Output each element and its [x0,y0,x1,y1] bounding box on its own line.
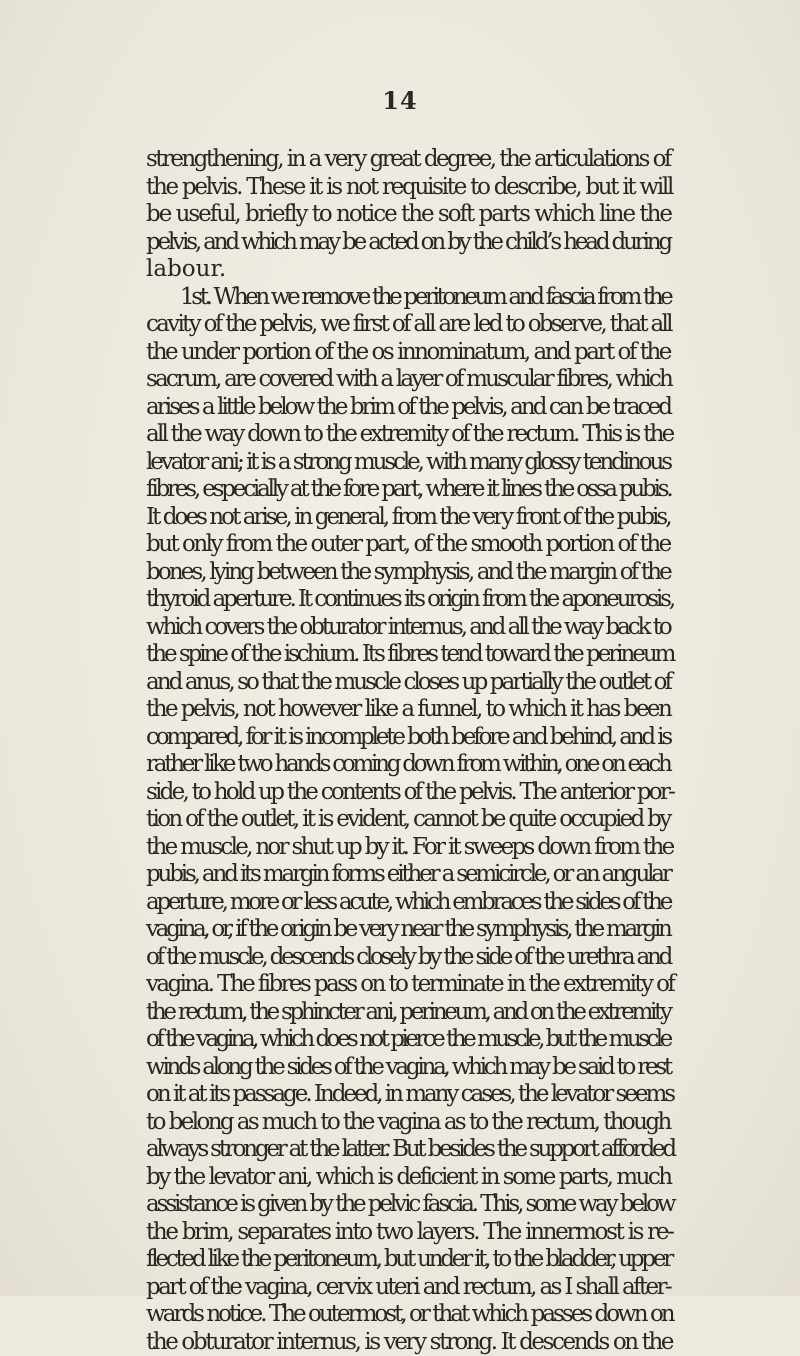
text-line: sacrum, are covered with a layer of muscular fibres, which [146,366,670,394]
text-line: the brim, separates into two layers. The innermost is re- [146,1219,670,1247]
page-number: 14 [0,86,800,115]
text-line: vagina, or, if the origin be very near the symphysis, the margin [146,916,670,944]
text-line: always stronger at the latter. But besides the support afforded [146,1136,670,1164]
text-line: by the levator ani, which is deficient in some parts, much [146,1164,670,1192]
text-line: strengthening, in a very great degree, the articulations of [146,146,670,174]
body-text [146,146,670,1356]
text-line: vagina. The fibres pass on to terminate in the extremity of [146,971,670,999]
text-line: the obturator internus, is very strong. It descends on the [146,1329,670,1356]
text-line: side, to hold up the contents of the pelvis. The anterior por- [146,779,670,807]
text-line: the spine of the ischium. Its fibres tend toward the perineum [146,641,670,669]
text-line: of the muscle, descends closely by the side of the urethra and [146,944,670,972]
text-line: rather like two hands coming down from within, one on each [146,751,670,779]
text-line: levator ani; it is a strong muscle, with many glossy tendinous [146,449,670,477]
text-line: wards notice. The outermost, or that which passes down on [146,1301,670,1329]
text-line: 1st. When we remove the peritoneum and fascia from the [146,284,670,312]
text-line: bones, lying between the symphysis, and the margin of the [146,559,670,587]
text-line: cavity of the pelvis, we first of all are led to observe, that all [146,311,670,339]
text-line: part of the vagina, cervix uteri and rectum, as I shall after- [146,1274,670,1302]
text-line: pubis, and its margin forms either a semicircle, or an angular [146,861,670,889]
text-line: of the vagina, which does not pierce the muscle, but the muscle [146,1026,670,1054]
text-line: aperture, more or less acute, which embraces the sides of the [146,889,670,917]
text-line: It does not arise, in general, from the very front of the pubis, [146,504,670,532]
text-line: winds along the sides of the vagina, which may be said to rest [146,1054,670,1082]
text-line: tion of the outlet, it is evident, cannot be quite occupied by [146,806,670,834]
text-line: the under portion of the os innominatum, and part of the [146,339,670,367]
text-line: be useful, briefly to notice the soft parts which line the [146,201,670,229]
text-line: and anus, so that the muscle closes up partially the outlet of [146,669,670,697]
text-line: assistance is given by the pelvic fascia. This, some way below [146,1191,670,1219]
text-line: on it at its passage. Indeed, in many cases, the levator seems [146,1081,670,1109]
text-line: all the way down to the extremity of the rectum. This is the [146,421,670,449]
text-line: which covers the obturator internus, and all the way back to [146,614,670,642]
text-line: thyroid aperture. It continues its origin from the aponeurosis, [146,586,670,614]
text-line: the pelvis, not however like a funnel, to which it has been [146,696,670,724]
text-line: the rectum, the sphincter ani, perineum, and on the extremity [146,999,670,1027]
text-line: the pelvis. These it is not requisite to describe, but it will [146,174,670,202]
text-line: labour. [146,256,670,284]
text-line: pelvis, and which may be acted on by the child’s head during [146,229,670,257]
text-line: flected like the peritoneum, but under it, to the bladder, upper [146,1246,670,1274]
text-line: the muscle, nor shut up by it. For it sweeps down from the [146,834,670,862]
text-line: but only from the outer part, of the smooth portion of the [146,531,670,559]
text-line: to belong as much to the vagina as to the rectum, though [146,1109,670,1137]
text-line: compared, for it is incomplete both before and behind, and is [146,724,670,752]
text-line: fibres, especially at the fore part, where it lines the ossa pubis. [146,476,670,504]
text-line: arises a little below the brim of the pelvis, and can be traced [146,394,670,422]
